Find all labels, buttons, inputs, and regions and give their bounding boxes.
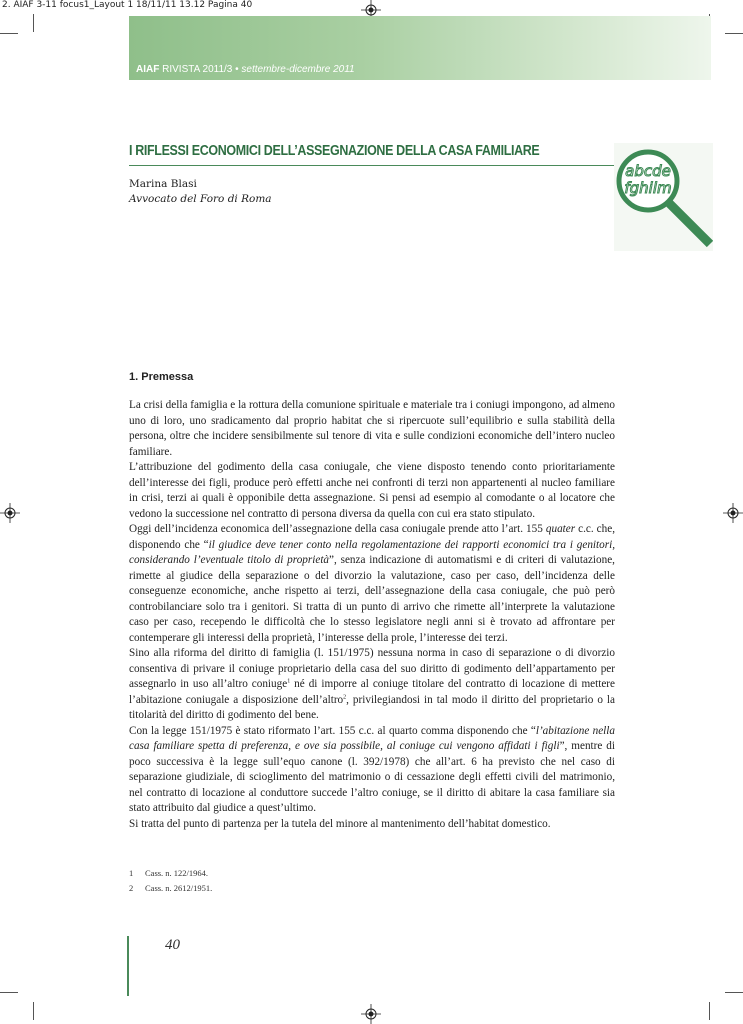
footnote-text: Cass. n. 122/1964. — [145, 868, 209, 878]
journal-brand: AIAF — [136, 64, 160, 75]
registration-mark-icon — [0, 503, 20, 523]
crop-mark — [725, 33, 743, 34]
title-divider — [129, 165, 614, 166]
section-heading: 1. Premessa — [129, 371, 194, 383]
crop-mark — [709, 1002, 710, 1020]
registration-mark-icon — [723, 503, 743, 523]
paragraph: La crisi della famiglia e la rottura della comunione spirituale e materiale tra i coniugi impongono, ad almeno uno di loro, uno sradicamento dal proprio habitat che si ripercuote sull’equilibrio e sulla stabilità della persona, oltre che incidere sensibilmente sul tenore di vita e sulle condizioni economiche dell’intero nucleo familiare. — [129, 399, 615, 458]
paragraph: L’attribuzione del godimento della casa coniugale, che viene disposto tenendo conto prioritariamente dell’interesse dei figli, produce però effetti anche nei confronti di terzi non appartenenti al nucleo familiare in crisi, terzi ai quali è opponibile detta assegnazione. Si pensi ad esempio al comodante o al locatore che vedono la successione nel contratto di persona diversa da quella con cui era stato stipulato. — [129, 461, 615, 520]
crop-mark — [0, 992, 18, 993]
journal-header — [136, 64, 355, 75]
logo-letters-2: fghilm — [624, 179, 672, 197]
crop-mark — [725, 992, 743, 993]
logo-letters-1: abcde — [625, 162, 671, 180]
footnote-text: Cass. n. 2612/1951. — [145, 883, 213, 893]
registration-mark-icon — [361, 1004, 381, 1024]
author-affiliation: Avvocato del Foro di Roma — [129, 193, 272, 205]
crop-mark — [33, 14, 34, 32]
magnifying-glass-icon — [614, 143, 713, 251]
paragraph: Sino alla riforma del diritto di famiglia (l. 151/1975) nessuna norma in caso di separazione o di divorzio consentiva di privare il coniuge proprietario della casa del suo diritto di godimento dell’appartamento per assegnarlo in uso all’altro coniuge$^1$ né di imporre al coniuge titolare del contratto di locazione di mettere l’abitazione coniugale a disposizione dell’altro$^2$, privilegiandosi in tal modo il diritto del proprietario o la titolarità del diritto di godimento del bene. — [129, 647, 615, 721]
journal-issue: RIVISTA 2011/3 • — [159, 64, 242, 75]
page-number-rule — [127, 936, 129, 996]
journal-period: settembre-dicembre 2011 — [241, 64, 355, 75]
article-author: Marina Blasi — [129, 178, 197, 190]
article-title: I RIFLESSI ECONOMICI DELL’ASSEGNAZIONE DELLA CASA FAMILIARE — [129, 143, 540, 159]
page-number: 40 — [165, 937, 180, 953]
crop-mark — [0, 33, 18, 34]
footnote-ref[interactable]: 1 — [287, 678, 291, 685]
paragraph: Oggi dell’incidenza economica dell’assegnazione della casa coniugale prende atto l’art. 155 quater c.c. che, disponendo che “il giudice deve tener conto nella regolamentazione dei rapporti economici tra i genitori, considerando l’eventuale titolo di proprietà”, senza indicazione di automatismi e di criteri di valutazione, rimette al giudice della separazione o del divorzio la valutazione, caso per caso, dell’incidenza delle conseguenze economiche, anche rispetto ai terzi, dell’assegnazione della casa coniugale, che può però controbilanciare solo tra i genitori. Si tratta di un punto di arrivo che rimette all’interprete la valutazione caso per caso, recependo le difficoltà che lo stesso legislatore negli anni si è trovato ad affrontare per contemperare gli interessi della proprietà, l’interesse della prole, l’interesse dei terzi. — [129, 523, 615, 644]
paragraph: Con la legge 151/1975 è stato riformato l’art. 155 c.c. al quarto comma disponendo che “l’abitazione nella casa familiare spetta di preferenza, e ove sia possibile, al coniuge cui vengono affidati i figli”, mentre di poco successiva è la legge sull’equo canone (l. 392/1978) che all’art. 6 ha previsto che nel caso di separazione giudiziale, di scioglimento del matrimonio o di cessazione degli effetti civili del matrimonio, nel contratto di locazione al conduttore succede l’altro coniuge, se il diritto di abitare la casa familiare sia stato attribuito dal giudice a quest’ultimo. — [129, 724, 615, 814]
footnote-ref[interactable]: 2 — [343, 693, 347, 700]
crop-mark — [33, 1002, 34, 1020]
footnote — [129, 883, 212, 893]
paragraph: Si tratta del punto di partenza per la tutela del minore al mantenimento dell’habitat domestico. — [129, 817, 551, 830]
footnote-number: 1 — [129, 868, 134, 878]
footnote-number: 2 — [129, 883, 134, 893]
print-slug-line: 2. AIAF 3-11 focus1_Layout 1 18/11/11 13.12 Pagina 40 — [2, 0, 253, 10]
footnote — [129, 868, 208, 878]
article-body — [129, 398, 615, 832]
